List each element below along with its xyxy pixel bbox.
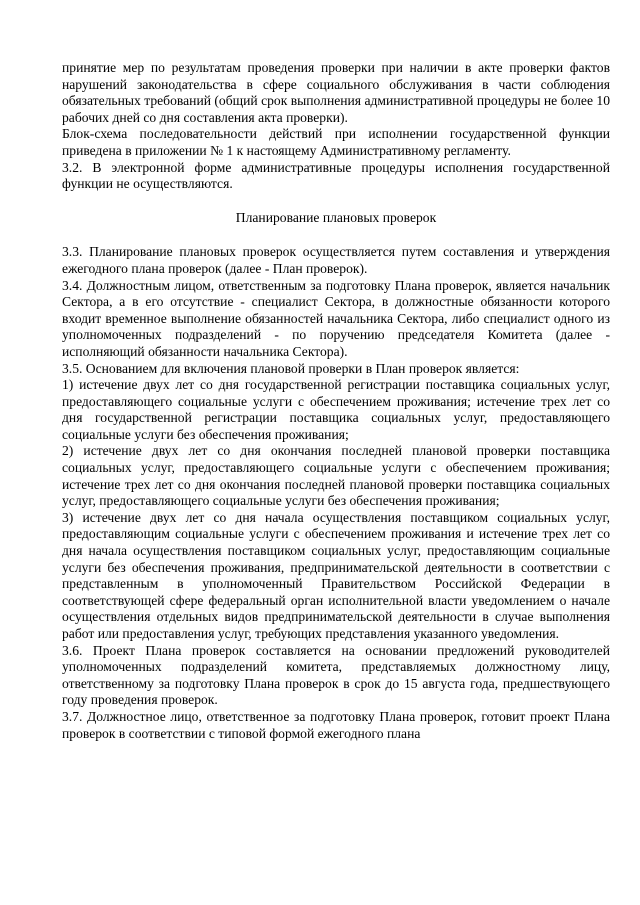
list-item-3: 3) истечение двух лет со дня начала осуществления поставщиком социальных услуг, предоставляющим социальные услуги с обеспечением проживания и истечение трех лет со дня начала осуществления поставщиком социальных услуг, предоставляющим социальные услуги без обеспечения проживания, предпринимательской деятельности в соответствии с представленным в уполномоченный Правительством Российской Федерации в соответствующей сфере федеральный орган исполнительной власти уведомлением о начале осуществления отдельных видов предпринимательской деятельности в случае выполнения работ или предоставления услуг, требующих представления указанного уведомления.	[62, 509, 610, 641]
paragraph-3-6: 3.6. Проект Плана проверок составляется на основании предложений руководителей уполномоченных подразделений комитета, представляемых должностному лицу, ответственному за подготовку Плана проверок в срок до 15 августа года, предшествующего году проведения проверок.	[62, 642, 610, 708]
paragraph-3-2: 3.2. В электронной форме административные процедуры исполнения государственной функции не осуществляются.	[62, 159, 610, 192]
paragraph-block-scheme: Блок-схема последовательности действий при исполнении государственной функции приведена в приложении № 1 к настоящему Административному регламенту.	[62, 126, 610, 158]
paragraph-3-3: 3.3. Планирование плановых проверок осуществляется путем составления и утверждения ежегодного плана проверок (далее - План проверок).	[62, 244, 610, 276]
paragraph-3-4: 3.4. Должностным лицом, ответственным за подготовку Плана проверок, является начальник Сектора, а в его отсутствие - специалист Сектора, в должностные обязанности которого входит временное выполнение обязанностей начальника Сектора, либо специалист одного из уполномоченных подразделений - по поручению председателя Комитета (далее - исполняющий обязанности начальника Сектора).	[62, 277, 610, 359]
section-heading: Планирование плановых проверок	[235, 209, 437, 225]
paragraph-3-5: 3.5. Основанием для включения плановой проверки в План проверок является:	[62, 360, 520, 376]
list-item-1: 1) истечение двух лет со дня государственной регистрации поставщика социальных услуг, предоставляющего социальные услуги с обеспечением проживания; истечение трех лет со дня государственной регистрации поставщика социальных услуг, предоставляющего социальные услуги без обеспечения проживания;	[62, 377, 610, 442]
paragraph-measures: принятие мер по результатам проведения проверки при наличии в акте проверки фактов нарушений законодательства в сфере социального обслуживания в части соблюдения обязательных требований (общий срок выполнения административной процедуры не более 10 рабочих дней со дня составления акта проверки).	[62, 60, 610, 125]
document-page	[62, 60, 610, 742]
paragraph-3-7: 3.7. Должностное лицо, ответственное за подготовку Плана проверок, готовит проект Плана проверок в соответствии с типовой формой ежегодного плана	[62, 708, 610, 741]
list-item-2: 2) истечение двух лет со дня окончания последней плановой проверки поставщика социальных услуг, предоставляющего социальные услуги с обеспечением проживания; истечение трех лет со дня окончания последней плановой проверки поставщика социальных услуг, предоставляющего социальные услуги без обеспечения проживания;	[62, 443, 610, 509]
